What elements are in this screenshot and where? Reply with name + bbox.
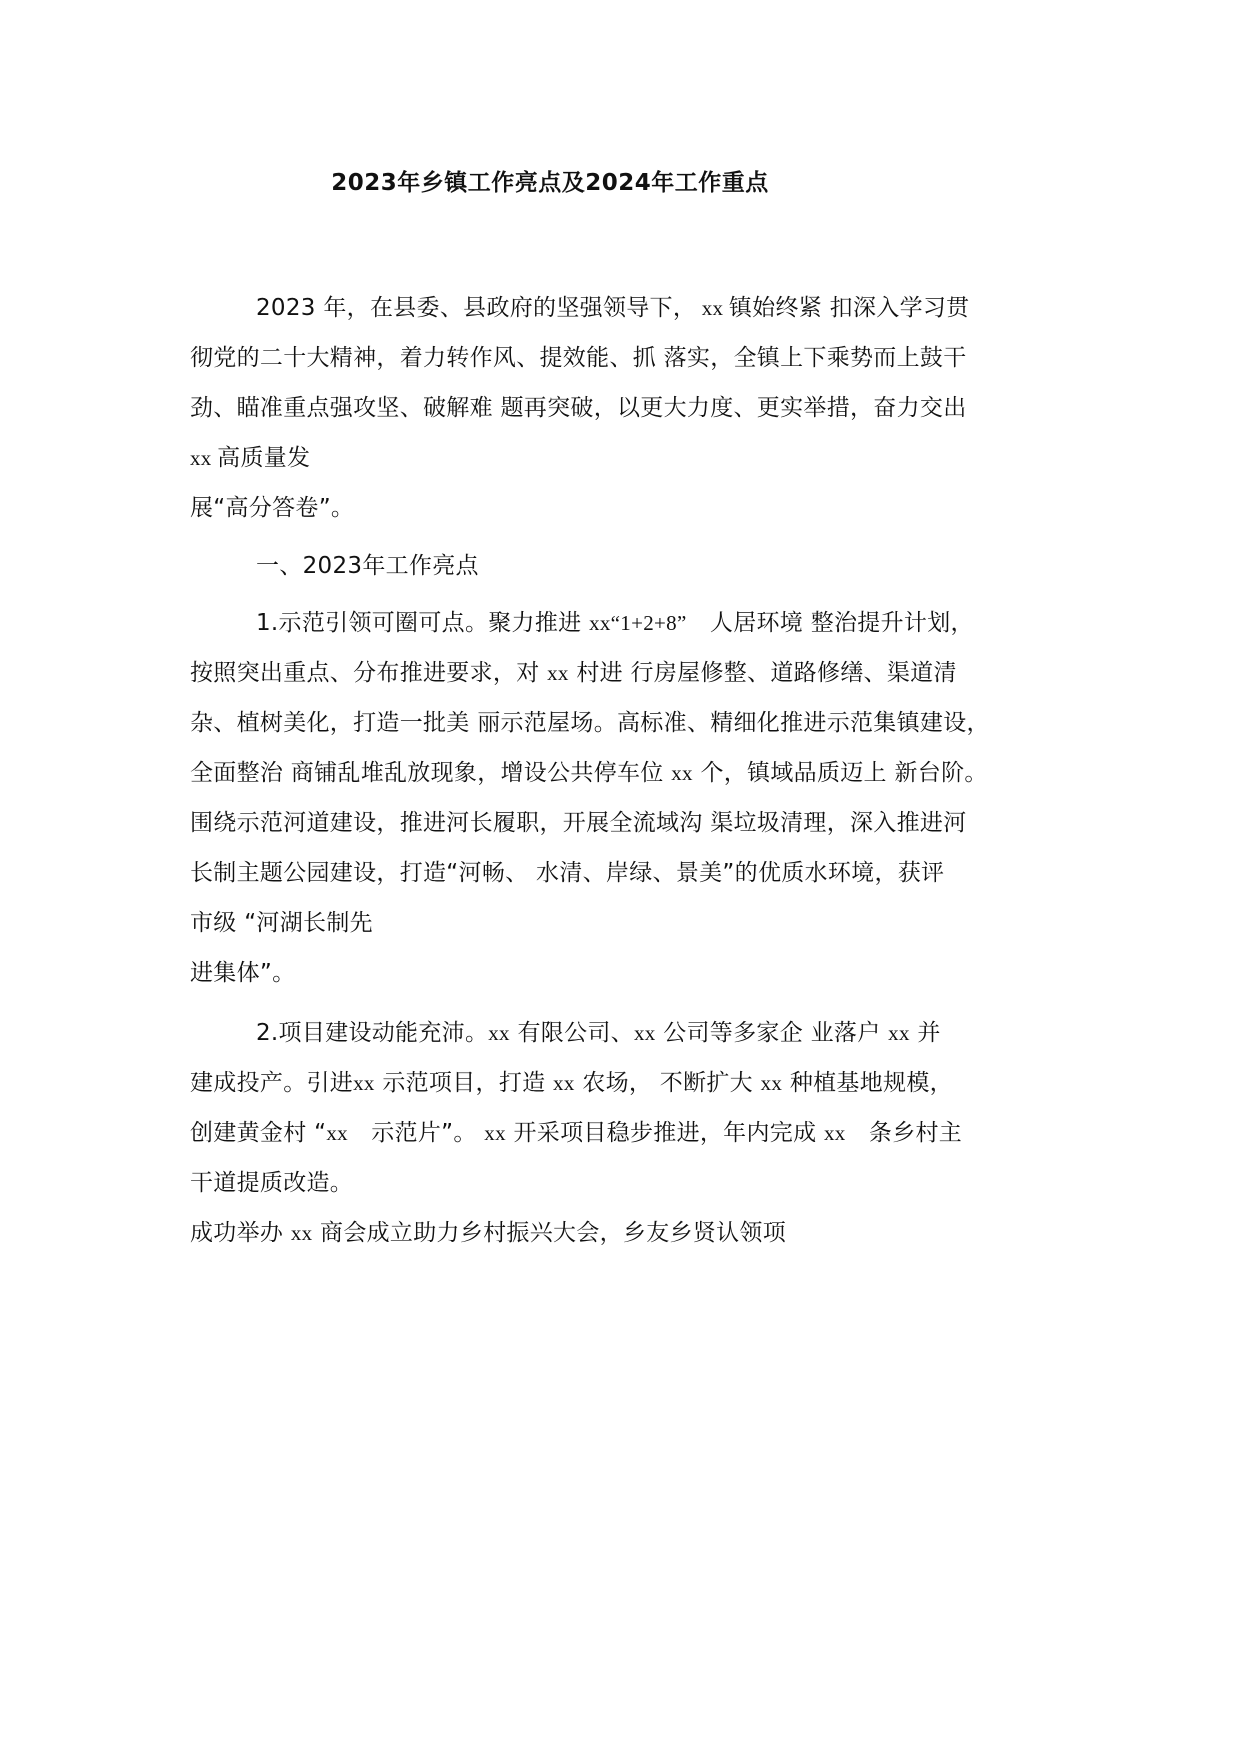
text-segment: 围绕示范河道建设，推进河长履职，开展全流域沟 渠垃圾清理，深入推进河 [190, 810, 967, 836]
text-segment: 公司等多家企 业落户 [655, 1020, 889, 1046]
text-segment: xx [547, 661, 569, 685]
paragraph-4-line-5 [190, 1215, 786, 1251]
text-segment: 进集体”。 [190, 960, 296, 986]
text-segment: 长制主题公园建设，打造“河畅、 水清、岸绿、景美”的优质水环境，获评 [190, 860, 945, 886]
text-segment: 干道提质改造。 [190, 1170, 354, 1196]
text-segment: 2.项目建设动能充沛。 [256, 1020, 489, 1046]
paragraph-4-line-1 [256, 1015, 941, 1051]
document-title: 2023年乡镇工作亮点及2024年工作重点 [331, 170, 769, 196]
paragraph-3-line-2 [190, 655, 957, 691]
paragraph-3-line-3 [190, 705, 990, 741]
text-segment: xx [290, 1221, 313, 1245]
paragraph-3-line-8 [190, 955, 295, 991]
text-segment: xx [824, 1121, 846, 1145]
paragraph-3-line-4 [190, 755, 988, 791]
text-segment: 创建黄金村 “ [190, 1120, 327, 1146]
paragraph-3-line-1 [256, 605, 974, 641]
text-segment: 全面整治 商铺乱堆乱放现象，增设公共停车位 [190, 760, 672, 786]
text-segment: 彻党的二十大精神，着力转作风、提效能、抓 落实，全镇上下乘势而上鼓干 [190, 345, 967, 371]
text-segment: xx [484, 1121, 506, 1145]
paragraph-1-line-2 [190, 340, 967, 376]
paragraph-3-line-5 [190, 805, 967, 841]
text-segment: xx [760, 1071, 783, 1095]
text-segment: 开采项目稳步推进，年内完成 [505, 1120, 824, 1146]
text-segment: 种植基地规模， [782, 1070, 953, 1096]
text-segment: 村进 行房屋修整、道路修缮、渠道清 [568, 660, 957, 686]
text-segment: xx“1+2+8” [589, 611, 687, 635]
text-segment: 展“高分答卷”。 [190, 495, 355, 521]
text-segment: 示范项目，打造 [374, 1070, 554, 1096]
text-segment: 劲、瞄准重点强攻坚、破解难 题再突破，以更大力度、更实举措，奋力交出 [190, 395, 967, 421]
paragraph-1-line-5 [190, 490, 354, 526]
paragraph-4-line-3 [190, 1115, 962, 1151]
text-segment: 条乡村主 [845, 1120, 963, 1146]
text-segment: xx [190, 446, 218, 470]
text-segment: 人居环境 整治提升计划， [686, 610, 974, 636]
text-segment: 市级 “河湖长制先 [190, 910, 373, 936]
text-segment: 建成投产。引进 [190, 1070, 354, 1096]
text-segment: 并 [909, 1020, 941, 1046]
paragraph-4-line-2 [190, 1065, 953, 1101]
text-segment: 示范片”。 [347, 1120, 485, 1146]
text-segment: xx [633, 1021, 656, 1045]
text-segment: 2023 年，在县委、县政府的坚强领导下， [256, 295, 697, 321]
paragraph-3-line-7 [190, 905, 373, 941]
paragraph-2-line-1 [256, 548, 479, 584]
text-segment: 一、2023年工作亮点 [256, 553, 479, 579]
text-segment: 农场， 不断扩大 [574, 1070, 761, 1096]
text-segment: 个，镇域品质迈上 新台阶。 [692, 760, 988, 786]
paragraph-1-line-4 [190, 440, 310, 476]
text-segment: xx [696, 296, 729, 320]
paragraph-1-line-1 [256, 290, 969, 326]
text-segment: 商会成立助力乡村振兴大会，乡友乡贤认领项 [312, 1220, 787, 1246]
text-segment: 按照突出重点、分布推进要求，对 [190, 660, 548, 686]
paragraph-3-line-6 [190, 855, 944, 891]
text-segment: xx [553, 1071, 575, 1095]
text-segment: 高质量发 [217, 445, 311, 471]
text-segment: xx [671, 761, 693, 785]
text-segment: 镇始终紧 扣深入学习贯 [728, 295, 970, 321]
text-segment: xx [888, 1021, 910, 1045]
paragraph-4-line-4 [190, 1165, 353, 1201]
text-segment: xx [488, 1021, 510, 1045]
text-segment: 杂、植树美化，打造一批美 丽示范屋场。高标准、精细化推进示范集镇建设， [190, 710, 990, 736]
text-segment: xx [326, 1121, 348, 1145]
text-segment: 有限公司、 [509, 1020, 634, 1046]
paragraph-1-line-3 [190, 390, 967, 426]
text-segment: 成功举办 [190, 1220, 291, 1246]
text-segment: 1.示范引领可圈可点。聚力推进 [256, 610, 590, 636]
text-segment: xx [353, 1071, 375, 1095]
